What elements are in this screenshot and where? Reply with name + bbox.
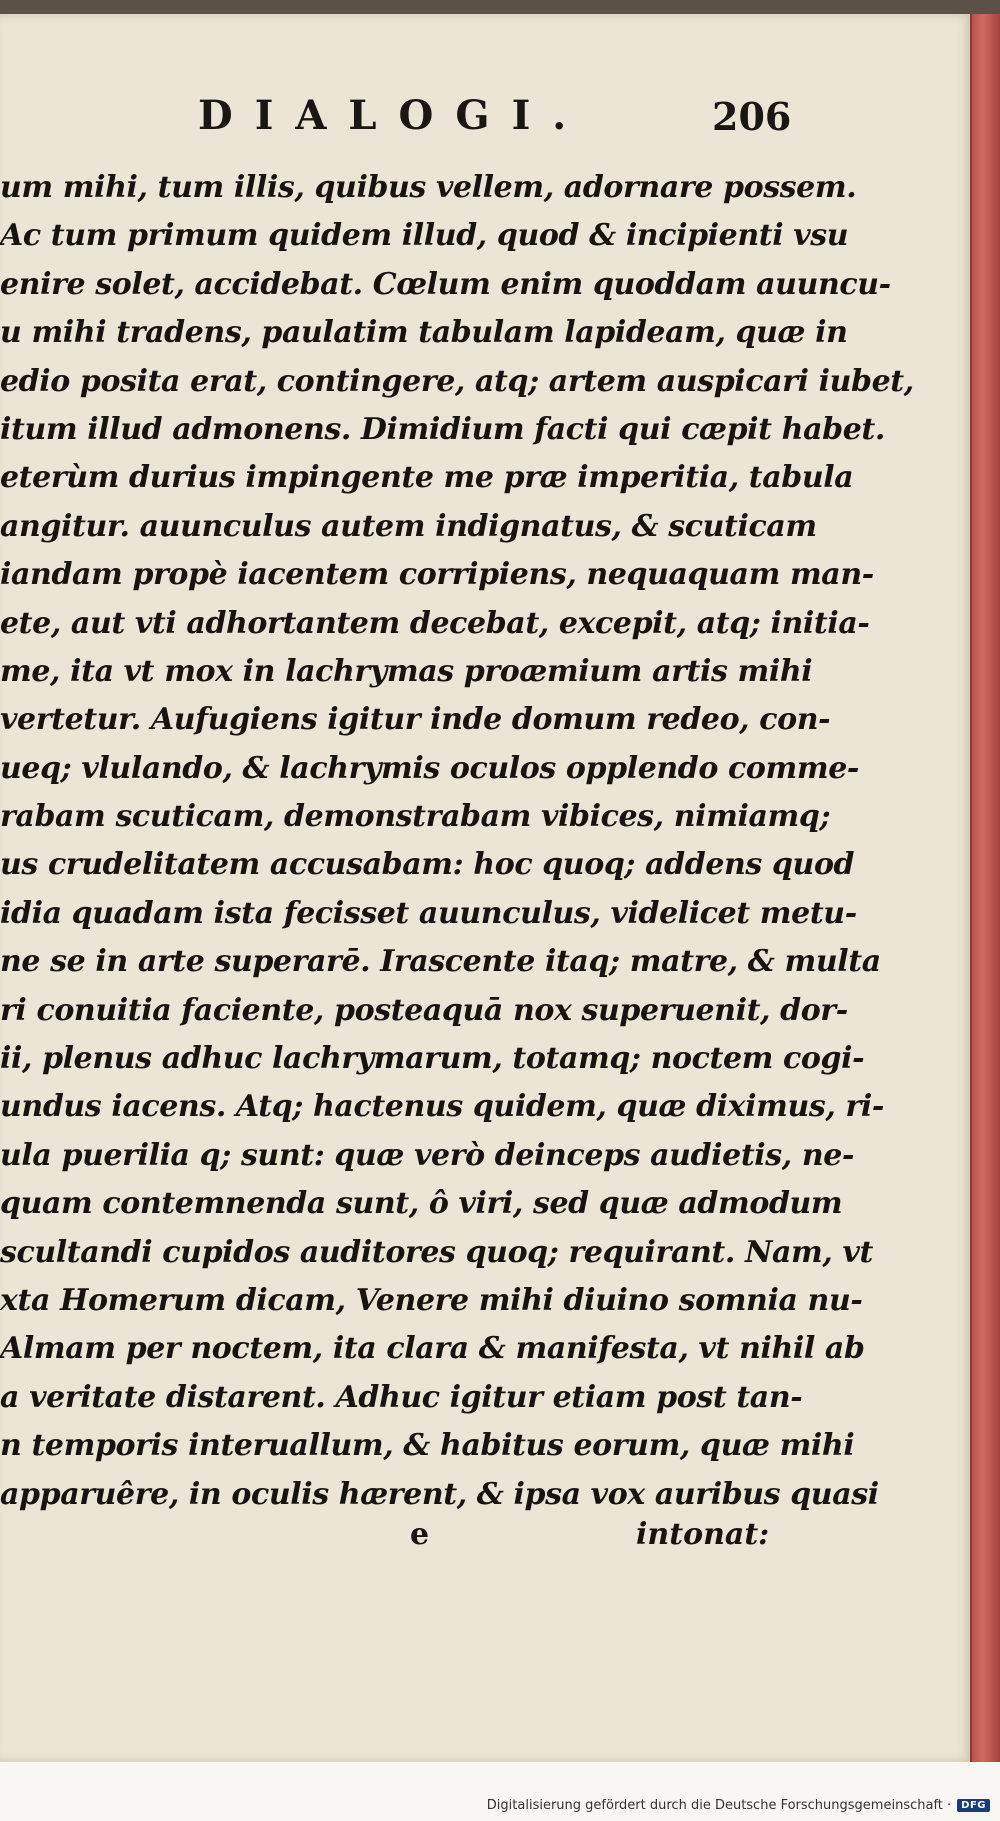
text-line: me, ita vt mox in lachrymas proæmium artis mihi bbox=[0, 653, 813, 689]
text-line: n temporis interuallum, & habitus eorum, quæ mihi bbox=[0, 1428, 855, 1464]
red-gilt-page-edge bbox=[970, 14, 1000, 1762]
text-line: quam contemnenda sunt, ô viri, sed quæ admodum bbox=[0, 1186, 843, 1222]
credit-text: Digitalisierung gefördert durch die Deutsche Forschungsgemeinschaft · bbox=[486, 1798, 952, 1813]
text-line: xta Homerum dicam, Venere mihi diuino somnia nu- bbox=[0, 1282, 863, 1318]
signature-mark: e bbox=[410, 1517, 430, 1552]
text-line: undus iacens. Atq; hactenus quidem, quæ diximus, ri- bbox=[0, 1089, 884, 1125]
text-line: Ac tum primum quidem illud, quod & incipienti vsu bbox=[0, 218, 849, 254]
text-line: us crudelitatem accusabam: hoc quoq; addens quod bbox=[0, 847, 855, 883]
text-line: angitur. auunculus autem indignatus, & scuticam bbox=[0, 508, 817, 544]
catchword: intonat: bbox=[636, 1517, 770, 1552]
text-line: rabam scuticam, demonstrabam vibices, nimiamq; bbox=[0, 799, 831, 835]
text-line: ne se in arte superarē. Irascente itaq; matre, & multa bbox=[0, 944, 881, 980]
text-line: edio posita erat, contingere, atq; artem auspicari iubet, bbox=[0, 363, 914, 399]
book-page bbox=[0, 14, 972, 1762]
text-line: eterùm durius impingente me præ imperitia, tabula bbox=[0, 460, 854, 496]
text-line: ii, plenus adhuc lachrymarum, totamq; noctem cogi- bbox=[0, 1041, 865, 1077]
text-line: u mihi tradens, paulatim tabulam lapideam, quæ in bbox=[0, 315, 848, 351]
text-line: um mihi, tum illis, quibus vellem, adornare possem. bbox=[0, 170, 857, 205]
text-line: scultandi cupidos auditores quoq; requirant. Nam, vt bbox=[0, 1234, 873, 1270]
text-line: ete, aut vti adhortantem decebat, excepit, atq; initia- bbox=[0, 605, 870, 641]
text-line: itum illud admonens. Dimidium facti qui cæpit habet. bbox=[0, 411, 885, 447]
text-line: ueq; vlulando, & lachrymis oculos opplendo comme- bbox=[0, 750, 859, 786]
dfg-logo: DFG bbox=[957, 1799, 990, 1812]
text-line: vertetur. Aufugiens igitur inde domum redeo, con- bbox=[0, 702, 831, 738]
page-header bbox=[0, 92, 972, 152]
page-footer-row bbox=[0, 1517, 790, 1567]
text-line: iandam propè iacentem corripiens, nequaquam man- bbox=[0, 557, 874, 593]
text-line: idia quadam ista fecisset auunculus, videlicet metu- bbox=[0, 895, 857, 931]
body-text bbox=[0, 164, 914, 1519]
running-head: DIALOGI. bbox=[198, 92, 589, 139]
text-line: apparuêre, in oculis hærent, & ipsa vox auribus quasi bbox=[0, 1476, 879, 1512]
text-line: a veritate distarent. Adhuc igitur etiam post tan- bbox=[0, 1379, 803, 1415]
text-line: ula puerilia q; sunt: quæ verò deinceps audietis, ne- bbox=[0, 1137, 855, 1173]
digitization-credit bbox=[487, 1798, 990, 1813]
text-line: ri conuitia faciente, posteaquā nox superuenit, dor- bbox=[0, 992, 848, 1028]
text-line: enire solet, accidebat. Cœlum enim quoddam auuncu- bbox=[0, 266, 891, 302]
page-number: 206 bbox=[712, 94, 792, 139]
text-line: Almam per noctem, ita clara & manifesta, vt nihil ab bbox=[0, 1331, 865, 1367]
